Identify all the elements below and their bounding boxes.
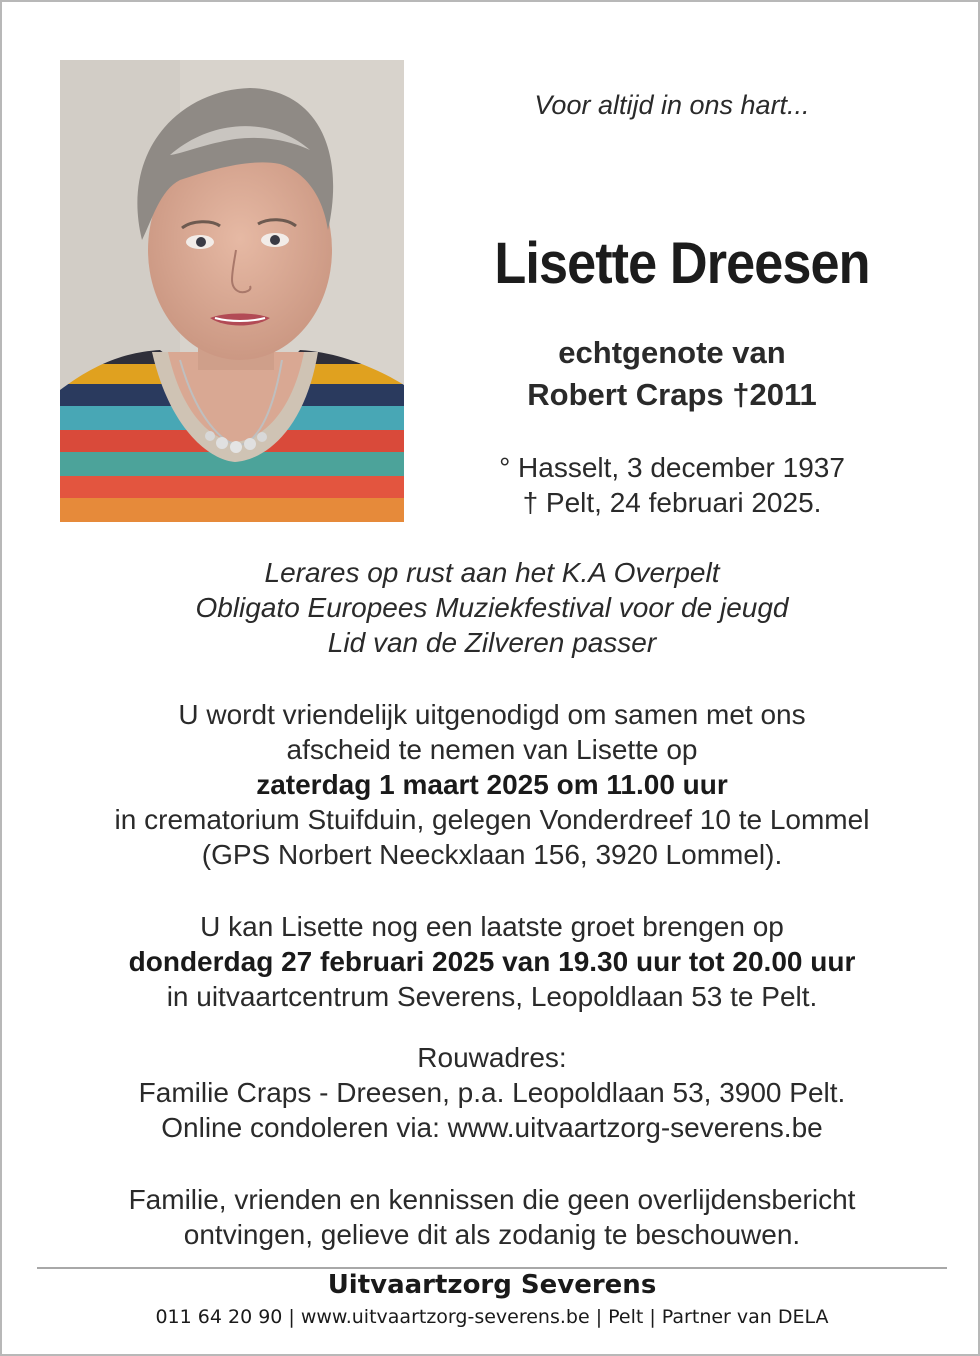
spouse-name: Robert Craps †2011 [527,377,817,412]
undertaker-name: Uitvaartzorg Severens [327,1270,657,1300]
undertaker-contact: 011 64 20 90 | www.uitvaartzorg-severens.be | Pelt | Partner van DELA [155,1306,829,1328]
notice-text [22,1182,962,1252]
visitation-info [22,909,962,1014]
roles-list [22,555,962,660]
role-item: Obligato Europees Muziekfestival voor de jeugd [195,592,789,623]
role-item: Lid van de Zilveren passer [327,627,657,658]
birth-date: ° Hasselt, 3 december 1937 [499,452,845,483]
death-date: † Pelt, 24 februari 2025. [522,487,822,518]
ceremony-invitation [22,697,962,872]
motto: Voor altijd in ons hart... [534,90,810,120]
portrait-photo [60,60,404,522]
notice-line: Familie, vrienden en kennissen die geen overlijdensbericht [128,1184,856,1215]
deceased-name: Lisette Dreesen [494,231,870,296]
ceremony-gps: (GPS Norbert Neeckxlaan 156, 3920 Lommel). [201,839,783,870]
spouse-info [442,332,902,416]
visitation-location: in uitvaartcentrum Severens, Leopoldlaan 53 te Pelt. [166,981,818,1012]
visitation-datetime: donderdag 27 februari 2025 van 19.30 uur tot 20.00 uur [128,946,856,977]
mourning-address-label: Rouwadres: [417,1042,567,1073]
ceremony-line: afscheid te nemen van Lisette op [286,734,698,765]
role-item: Lerares op rust aan het K.A Overpelt [264,557,720,588]
notice-line: ontvingen, gelieve dit als zodanig te beschouwen. [183,1219,801,1250]
online-condolence: Online condoleren via: www.uitvaartzorg-severens.be [161,1112,823,1143]
life-dates [442,450,902,520]
ceremony-location: in crematorium Stuifduin, gelegen Vonderdreef 10 te Lommel [114,804,870,835]
footer-divider [37,1267,947,1269]
visitation-line: U kan Lisette nog een laatste groet brengen op [200,911,784,942]
relation-label: echtgenote van [558,335,786,370]
ceremony-line: U wordt vriendelijk uitgenodigd om samen met ons [178,699,806,730]
mourning-address-text: Familie Craps - Dreesen, p.a. Leopoldlaan 53, 3900 Pelt. [138,1077,846,1108]
mourning-address [22,1040,962,1145]
ceremony-datetime: zaterdag 1 maart 2025 om 11.00 uur [256,769,728,800]
